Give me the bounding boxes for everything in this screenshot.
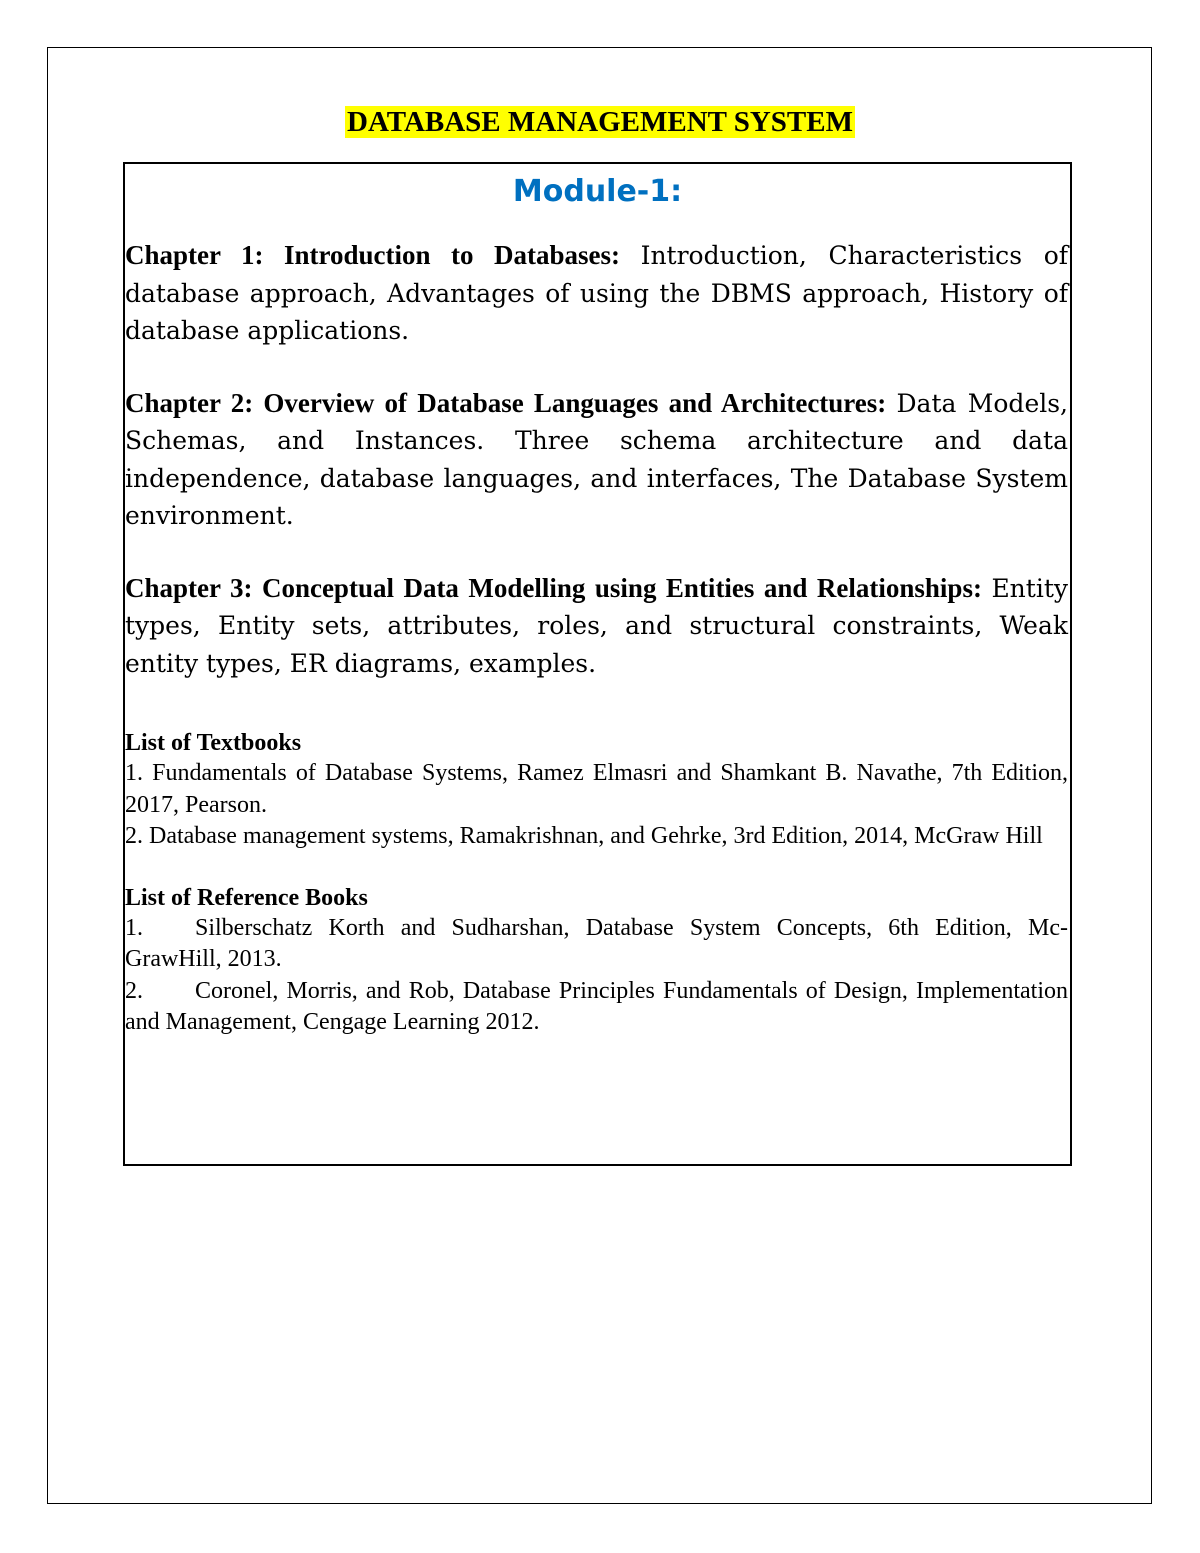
- textbook-item: 2. Database management systems, Ramakrishnan, and Gehrke, 3rd Edition, 2014, McGraw Hill: [125, 823, 1043, 849]
- chapter-3-title: Chapter 3: Conceptual Data Modelling using Entities and Relationships:: [125, 572, 982, 603]
- chapter-2-body: Data Models, Schemas, and Instances. Three schema architecture and data independence, database languages, and interfaces, The Database System environment.: [125, 388, 1069, 530]
- textbooks-heading: List of Textbooks: [125, 730, 302, 756]
- reference-book-item: [125, 976, 1070, 1039]
- reference-book-text: Silberschatz Korth and Sudharshan, Database System Concepts, 6th Edition, Mc- GrawHill, 2013.: [125, 914, 1068, 972]
- chapter-2-title: Chapter 2: Overview of Database Languages and Architectures:: [125, 387, 887, 418]
- chapter-1-title: Chapter 1: Introduction to Databases:: [125, 240, 621, 270]
- reference-book-item: [125, 913, 1070, 976]
- document-title-container: [0, 105, 1200, 139]
- chapter-3-body: Entity types, Entity sets, attributes, roles, and structural constraints, Weak entity types, ER diagrams, examples.: [125, 573, 1068, 678]
- document-title: DATABASE MANAGEMENT SYSTEM: [347, 106, 853, 138]
- reference-books-heading: List of Reference Books: [125, 884, 368, 911]
- chapter-1: [125, 237, 1070, 350]
- chapter-1-body: Introduction, Characteristics of database approach, Advantages of using the DBMS approach, History of database applications.: [125, 241, 1069, 345]
- module-heading: Module-1:: [512, 174, 683, 209]
- syllabus-box: [123, 162, 1072, 1166]
- reference-book-number: 1.: [125, 914, 143, 941]
- reference-book-text: Coronel, Morris, and Rob, Database Principles Fundamentals of Design, Implementation and Management, Cengage Learning 2012.: [125, 977, 1068, 1035]
- reference-book-number: 2.: [125, 977, 143, 1004]
- textbook-item: 1. Fundamentals of Database Systems, Ramez Elmasri and Shamkant B. Navathe, 7th Edition, 2017, Pearson.: [125, 760, 1068, 818]
- chapter-2: [125, 385, 1070, 535]
- chapter-3: [125, 570, 1070, 683]
